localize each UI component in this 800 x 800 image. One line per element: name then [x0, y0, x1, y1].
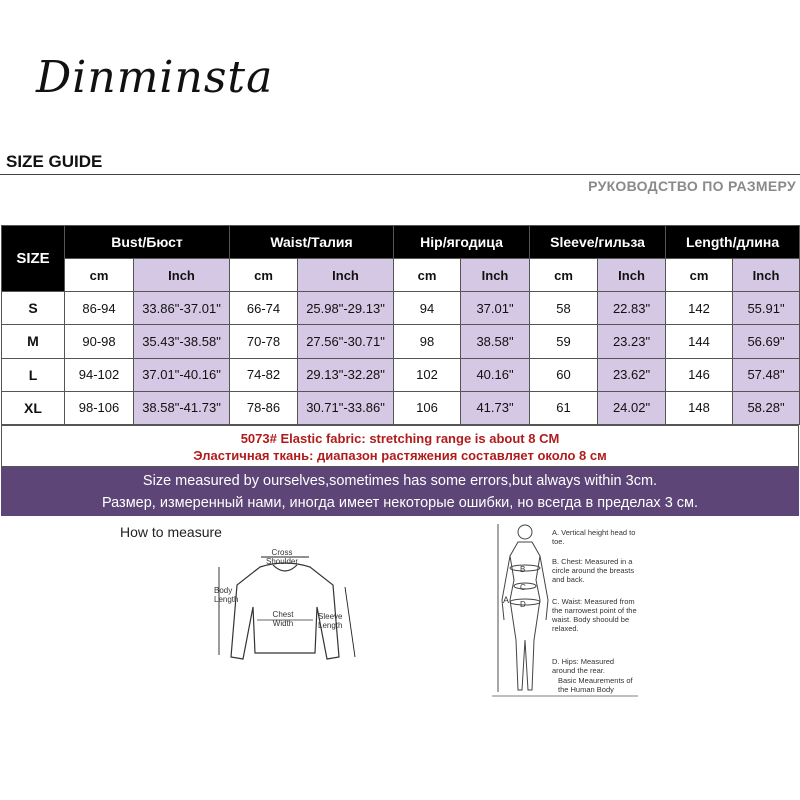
size-guide-title-ru: РУКОВОДСТВО ПО РАЗМЕРУ [588, 178, 796, 194]
table-row [2, 358, 800, 391]
cross-shoulder-label: Cross Shoulder [265, 548, 299, 566]
table-cell: 78-86 [230, 391, 298, 424]
table-cell: 30.71"-33.86" [298, 391, 394, 424]
legend-b: B. Chest: Measured in a circle around the breasts and back. [552, 557, 635, 584]
table-cell: 27.56"-30.71" [298, 325, 394, 358]
unit-cm-header: cm [230, 259, 298, 292]
table-cell: 22.83" [598, 292, 666, 325]
table-cell: 98 [394, 325, 461, 358]
table-cell: 86-94 [65, 292, 134, 325]
table-cell: 38.58"-41.73" [134, 391, 230, 424]
group-header-hip: Hip/ягодица [394, 226, 530, 259]
table-cell: 60 [530, 358, 598, 391]
table-row [2, 391, 800, 424]
unit-cm-header: cm [530, 259, 598, 292]
table-cell: 37.01"-40.16" [134, 358, 230, 391]
elastic-note [1, 425, 799, 467]
table-cell: 142 [666, 292, 733, 325]
unit-inch-header: Inch [298, 259, 394, 292]
unit-inch-header: Inch [134, 259, 230, 292]
table-cell: 33.86"-37.01" [134, 292, 230, 325]
chest-width-label: Chest Width [272, 610, 294, 628]
table-cell: 40.16" [461, 358, 530, 391]
group-header-waist: Waist/Талия [230, 226, 394, 259]
size-guide-title: SIZE GUIDE [6, 152, 103, 171]
size-table [1, 225, 800, 425]
table-cell: 57.48" [733, 358, 800, 391]
table-cell: 55.91" [733, 292, 800, 325]
group-header-length: Length/длина [666, 226, 800, 259]
table-cell: 144 [666, 325, 733, 358]
table-cell: 59 [530, 325, 598, 358]
legend-d-sub: Basic Meaurements of the Human Body [558, 676, 633, 694]
legend-c: C. Waist: Measured from the narrowest point of the waist. Body shoould be relaxed. [552, 597, 637, 633]
legend-a: A. Vertical height head to toe. [552, 528, 636, 546]
group-header-bust: Bust/Бюст [65, 226, 230, 259]
body-marker-c: C [520, 583, 526, 592]
table-cell: 58.28" [733, 391, 800, 424]
size-label: L [2, 358, 65, 391]
banner-line-en: Size measured by ourselves,sometimes has some errors,but always within 3cm. [142, 473, 658, 489]
body-length-label: Body Length [214, 586, 239, 604]
table-cell: 98-106 [65, 391, 134, 424]
sleeve-length-label: Sleeve Length [318, 612, 343, 630]
table-cell: 106 [394, 391, 461, 424]
brand-logo: Dinminsta [36, 52, 274, 103]
table-cell: 70-78 [230, 325, 298, 358]
table-cell: 23.62" [598, 358, 666, 391]
how-to-measure-title: How to measure [120, 524, 222, 540]
unit-cm-header: cm [666, 259, 733, 292]
table-cell: 37.01" [461, 292, 530, 325]
table-cell: 25.98"-29.13" [298, 292, 394, 325]
table-cell: 102 [394, 358, 461, 391]
size-label: S [2, 292, 65, 325]
title-divider [0, 174, 800, 175]
table-cell: 38.58" [461, 325, 530, 358]
table-cell: 23.23" [598, 325, 666, 358]
table-cell: 90-98 [65, 325, 134, 358]
table-cell: 29.13"-32.28" [298, 358, 394, 391]
size-header: SIZE [2, 226, 65, 292]
table-cell: 56.69" [733, 325, 800, 358]
size-label: M [2, 325, 65, 358]
size-label: XL [2, 391, 65, 424]
body-marker-d: D [520, 600, 526, 609]
table-cell: 35.43"-38.58" [134, 325, 230, 358]
legend-d: D. Hips: Measured around the rear. [552, 657, 615, 675]
table-cell: 74-82 [230, 358, 298, 391]
body-marker-a: A [503, 595, 510, 605]
table-cell: 66-74 [230, 292, 298, 325]
table-row [2, 292, 800, 325]
table-cell: 94-102 [65, 358, 134, 391]
table-cell: 24.02" [598, 391, 666, 424]
measurement-banner [1, 467, 799, 516]
table-row [2, 325, 800, 358]
table-cell: 146 [666, 358, 733, 391]
unit-cm-header: cm [394, 259, 461, 292]
banner-line-ru: Размер, измеренный нами, иногда имеет некоторые ошибки, но всегда в пределах 3 см. [101, 495, 699, 511]
unit-inch-header: Inch [461, 259, 530, 292]
group-header-sleeve: Sleeve/гильза [530, 226, 666, 259]
unit-cm-header: cm [65, 259, 134, 292]
table-cell: 41.73" [461, 391, 530, 424]
unit-inch-header: Inch [733, 259, 800, 292]
body-marker-b: B [520, 565, 526, 574]
table-cell: 61 [530, 391, 598, 424]
unit-inch-header: Inch [598, 259, 666, 292]
table-cell: 94 [394, 292, 461, 325]
elastic-note-ru: Эластичная ткань: диапазон растяжения составляет около 8 см [193, 448, 607, 463]
elastic-note-en: 5073# Elastic fabric: stretching range is about 8 CM [240, 431, 560, 446]
table-cell: 148 [666, 391, 733, 424]
table-cell: 58 [530, 292, 598, 325]
